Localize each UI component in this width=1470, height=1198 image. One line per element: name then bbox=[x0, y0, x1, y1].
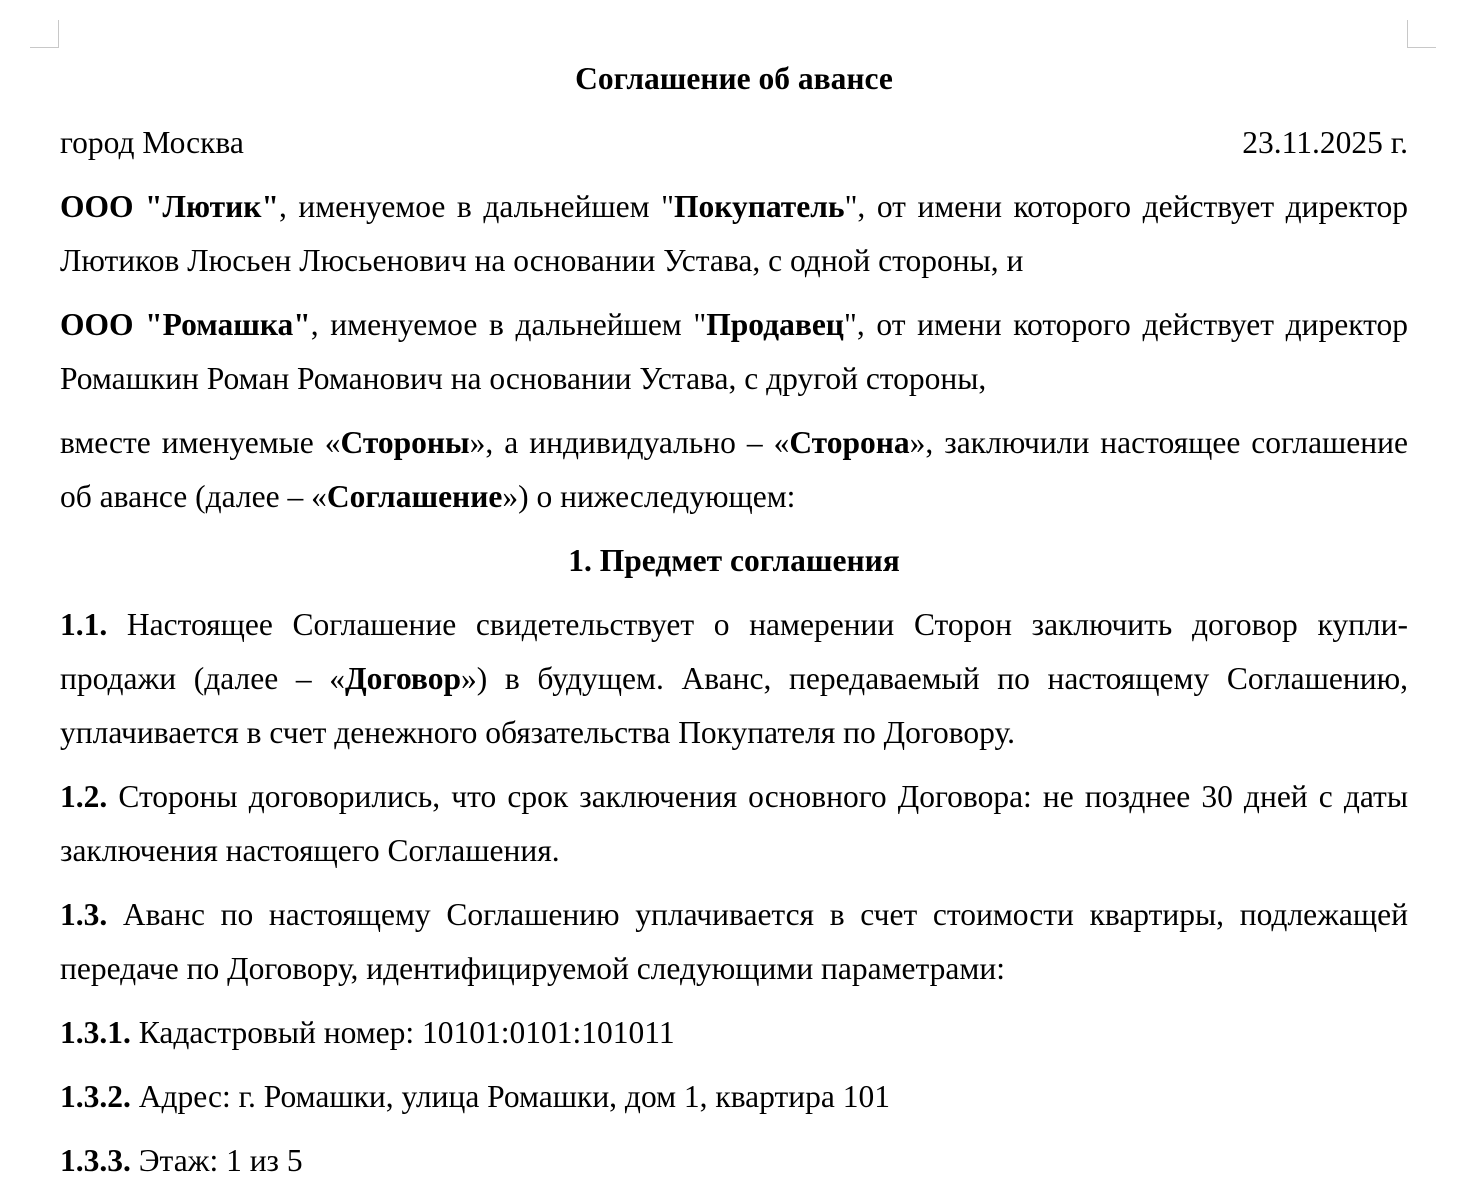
clause-text-1: Настоящее Соглашение свидетельствует о намерении Сторон заключить договор купли-продажи (далее – « bbox=[60, 607, 1408, 696]
party2-role: Продавец bbox=[706, 307, 844, 342]
party1-role: Покупатель bbox=[673, 189, 845, 224]
clause-text: Стороны договорились, что срок заключения основного Договора: не позднее 30 дней с даты заключения настоящего Соглашения. bbox=[60, 779, 1408, 868]
city-date-line bbox=[60, 116, 1408, 170]
parties-clause-text-3: », заключили настоящее соглашение об авансе (далее – « bbox=[60, 425, 1408, 514]
party2-paragraph bbox=[60, 298, 1408, 406]
clause-number: 1.3.2. bbox=[60, 1079, 131, 1114]
parties-clause-text-4: ») о нижеследующем: bbox=[502, 479, 796, 514]
party1-text-before-role: , именуемое в дальнейшем " bbox=[278, 189, 674, 224]
party2-name: ООО "Ромашка" bbox=[60, 307, 311, 342]
clause-text: Адрес: г. Ромашки, улица Ромашки, дом 1, квартира 101 bbox=[130, 1079, 890, 1114]
party2-text-before-role: , именуемое в дальнейшем " bbox=[310, 307, 707, 342]
parties-term-plural: Стороны bbox=[340, 425, 470, 460]
clause-text-2: ») в будущем. Аванс, передаваемый по настоящему Соглашению, уплачивается в счет денежного обязательства Покупателя по Договору. bbox=[60, 661, 1408, 750]
party2-text-after-role: ", от имени которого действует директор Ромашкин Роман Романович на основании Устава, с другой стороны, bbox=[60, 307, 1408, 396]
agreement-term: Соглашение bbox=[326, 479, 503, 514]
party-term-singular: Сторона bbox=[789, 425, 910, 460]
section-1-heading: 1. Предмет соглашения bbox=[568, 543, 900, 578]
party1-name: ООО "Лютик" bbox=[60, 189, 279, 224]
clause-1-3-3 bbox=[60, 1134, 1408, 1188]
parties-clause-text-1: вместе именуемые « bbox=[60, 425, 341, 460]
clause-number: 1.2. bbox=[60, 779, 108, 814]
page-corner-mark-top-right bbox=[1407, 20, 1436, 48]
clause-text: Аванс по настоящему Соглашению уплачивается в счет стоимости квартиры, подлежащей передаче по Договору, идентифицируемой следующими параметрами: bbox=[60, 897, 1408, 986]
clause-text: Этаж: 1 из 5 bbox=[130, 1143, 303, 1178]
city: город Москва bbox=[60, 125, 244, 160]
date: 23.11.2025 г. bbox=[1242, 125, 1408, 160]
clause-1-3-1 bbox=[60, 1006, 1408, 1060]
document-page bbox=[60, 52, 1408, 1198]
clause-number: 1.3.1. bbox=[60, 1015, 131, 1050]
party1-paragraph bbox=[60, 180, 1408, 288]
parties-clause-paragraph bbox=[60, 416, 1408, 524]
clause-1-3 bbox=[60, 888, 1408, 996]
page-corner-mark-top-left bbox=[30, 20, 59, 48]
contract-term: Договор bbox=[345, 661, 461, 696]
clause-number: 1.3. bbox=[60, 897, 108, 932]
clause-number: 1.3.3. bbox=[60, 1143, 131, 1178]
clause-number: 1.1. bbox=[60, 607, 108, 642]
clause-1-3-2 bbox=[60, 1070, 1408, 1124]
clause-1-2 bbox=[60, 770, 1408, 878]
clause-1-1 bbox=[60, 598, 1408, 760]
parties-clause-text-2: », а индивидуально – « bbox=[469, 425, 790, 460]
party1-text-after-role: ", от имени которого действует директор Лютиков Люсьен Люсьенович на основании Устава, с одной стороны, и bbox=[60, 189, 1408, 278]
document-title: Соглашение об авансе bbox=[575, 61, 893, 96]
clause-text: Кадастровый номер: 10101:0101:101011 bbox=[130, 1015, 675, 1050]
